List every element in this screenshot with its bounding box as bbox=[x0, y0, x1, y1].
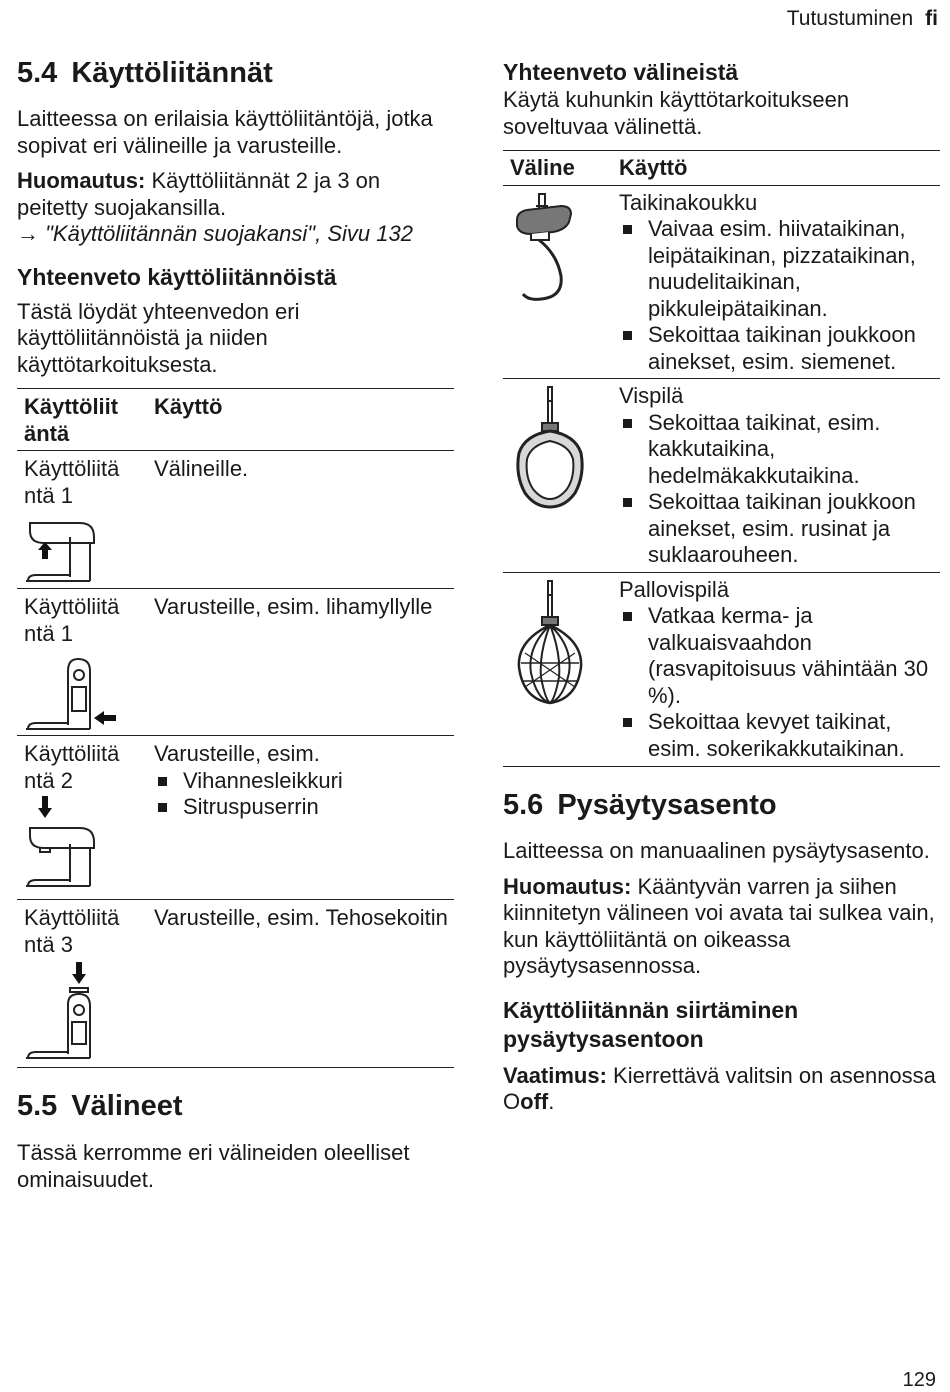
drive-1-front-icon bbox=[24, 517, 154, 585]
whisk-icon bbox=[509, 577, 619, 717]
cross-reference-link[interactable]: → "Käyttöliitännän suojakansi", Sivu 132 bbox=[17, 221, 413, 246]
beater-icon bbox=[509, 383, 619, 523]
right-column bbox=[503, 55, 940, 1116]
drive-use: Varusteille, esim. lihamyllylle bbox=[154, 594, 433, 619]
section-number: 5.6 bbox=[503, 789, 544, 821]
drive-3-icon bbox=[24, 962, 154, 1062]
list-item: Vihannesleikkuri bbox=[154, 768, 454, 795]
col-header-use: Käyttö bbox=[154, 394, 223, 419]
table-row bbox=[503, 572, 940, 767]
col-header-drive: Käyttöliit äntä bbox=[24, 394, 119, 446]
drive-use: Varusteille, esim. bbox=[154, 741, 320, 766]
section-5-4-intro: Laitteessa on erilaisia käyttöliitäntöjä, jotka sopivat eri välineille ja varusteille. bbox=[17, 106, 433, 158]
section-title: Pysäytysasento bbox=[557, 789, 777, 821]
note-label: Huomautus: bbox=[17, 168, 146, 193]
tool-use-list bbox=[619, 216, 940, 375]
note-text: Kääntyvän varren ja siihen kiinnitetyn välineen voi avata tai sulkea vain, kun käyttöliitäntä on oikeassa pysäytysasennossa. bbox=[503, 873, 935, 978]
tools-overview-intro: Käytä kuhunkin käyttötarkoitukseen soveltuvaa välinettä. bbox=[503, 87, 850, 139]
drive-use: Varusteille, esim. Tehosekoitin bbox=[154, 905, 448, 930]
drives-overview-heading: Yhteenveto käyttöliitännöistä bbox=[17, 263, 337, 290]
table-row bbox=[17, 451, 454, 589]
tools-table-header bbox=[503, 151, 940, 186]
tool-use-list bbox=[619, 410, 940, 569]
tool-use-list bbox=[619, 603, 940, 762]
requirement-text: Kierrettävä valitsin on asennossa bbox=[606, 1062, 936, 1088]
running-header bbox=[787, 7, 938, 31]
section-title: Käyttöliitännät bbox=[71, 57, 273, 89]
drive-1-side-icon bbox=[24, 653, 154, 733]
drive-name: Käyttöliitä ntä 1 bbox=[24, 456, 120, 508]
off-value: off bbox=[520, 1089, 549, 1114]
section-title: Välineet bbox=[71, 1090, 183, 1122]
list-item: Sekoittaa taikinan joukkoon ainekset, esim. rusinat ja suklaarouheen. bbox=[619, 489, 940, 569]
left-column bbox=[17, 55, 454, 1193]
section-number: 5.4 bbox=[17, 57, 58, 89]
section-5-5-heading bbox=[17, 1088, 454, 1124]
section-5-6-intro: Laitteessa on manuaalinen pysäytysasento. bbox=[503, 838, 930, 863]
drives-table bbox=[17, 388, 454, 1068]
dough-hook-icon bbox=[509, 190, 619, 310]
tool-name: Vispilä bbox=[619, 383, 684, 408]
drive-name: Käyttöliitä ntä 2 bbox=[24, 741, 120, 793]
section-5-4-heading bbox=[17, 55, 454, 91]
section-5-6-heading bbox=[503, 787, 940, 823]
drives-overview-intro: Tästä löydät yhteenvedon eri käyttöliitännöistä ja niiden käyttötarkoituksesta. bbox=[17, 298, 300, 377]
requirement-end: . bbox=[548, 1089, 555, 1114]
list-item: Sitruspuserrin bbox=[154, 794, 454, 821]
drive-use: Välineille. bbox=[154, 456, 249, 481]
drives-table-header bbox=[17, 389, 454, 451]
section-5-6-note bbox=[503, 874, 940, 980]
note-text: Käyttöliitännät 2 ja 3 on peitetty suojakansilla. bbox=[17, 168, 381, 220]
tools-overview-heading: Yhteenveto välineistä bbox=[503, 59, 739, 85]
col-header-use: Käyttö bbox=[619, 155, 688, 180]
requirement-label: Vaatimus: bbox=[503, 1062, 607, 1088]
off-symbol-icon: O bbox=[503, 1089, 521, 1114]
list-item: Sekoittaa taikinan joukkoon ainekset, esim. siemenet. bbox=[619, 322, 940, 375]
list-item: Vaivaa esim. hiivataikinan, leipätaikinan, pizzataikinan, nuudelitaikinan, pikkuleipätaikinan. bbox=[619, 216, 940, 322]
drive-2-icon bbox=[24, 796, 154, 890]
section-number: 5.5 bbox=[17, 1090, 58, 1122]
note-label: Huomautus: bbox=[503, 873, 632, 899]
drive-name: Käyttöliitä ntä 3 bbox=[24, 905, 120, 957]
tool-name: Pallovispilä bbox=[619, 576, 730, 602]
drive-name: Käyttöliitä ntä 1 bbox=[24, 594, 120, 646]
header-section: Tutustuminen bbox=[786, 7, 914, 30]
table-row bbox=[17, 900, 454, 1068]
requirement bbox=[503, 1063, 940, 1116]
tools-table bbox=[503, 150, 940, 767]
tool-name: Taikinakoukku bbox=[619, 189, 758, 215]
table-row bbox=[503, 379, 940, 573]
list-item: Sekoittaa taikinat, esim. kakkutaikina, hedelmäkakkutaikina. bbox=[619, 410, 940, 490]
col-header-tool: Väline bbox=[510, 155, 575, 180]
header-language: fi bbox=[925, 7, 938, 30]
list-item: Vatkaa kerma- ja valkuaisvaahdon (rasvapitoisuus vähintään 30 %). bbox=[619, 603, 940, 709]
section-5-4-note bbox=[17, 168, 454, 221]
page-number: 129 bbox=[902, 1369, 936, 1391]
section-5-5-intro: Tässä kerromme eri välineiden oleelliset ominaisuudet. bbox=[17, 1140, 410, 1192]
drive-use-list bbox=[154, 768, 454, 821]
list-item: Sekoittaa kevyet taikinat, esim. sokerikakkutaikinan. bbox=[619, 709, 940, 762]
stop-position-heading: Käyttöliitännän siirtäminen pysäytysasentoon bbox=[503, 996, 799, 1052]
table-row bbox=[17, 736, 454, 900]
table-row bbox=[17, 589, 454, 736]
table-row bbox=[503, 185, 940, 379]
